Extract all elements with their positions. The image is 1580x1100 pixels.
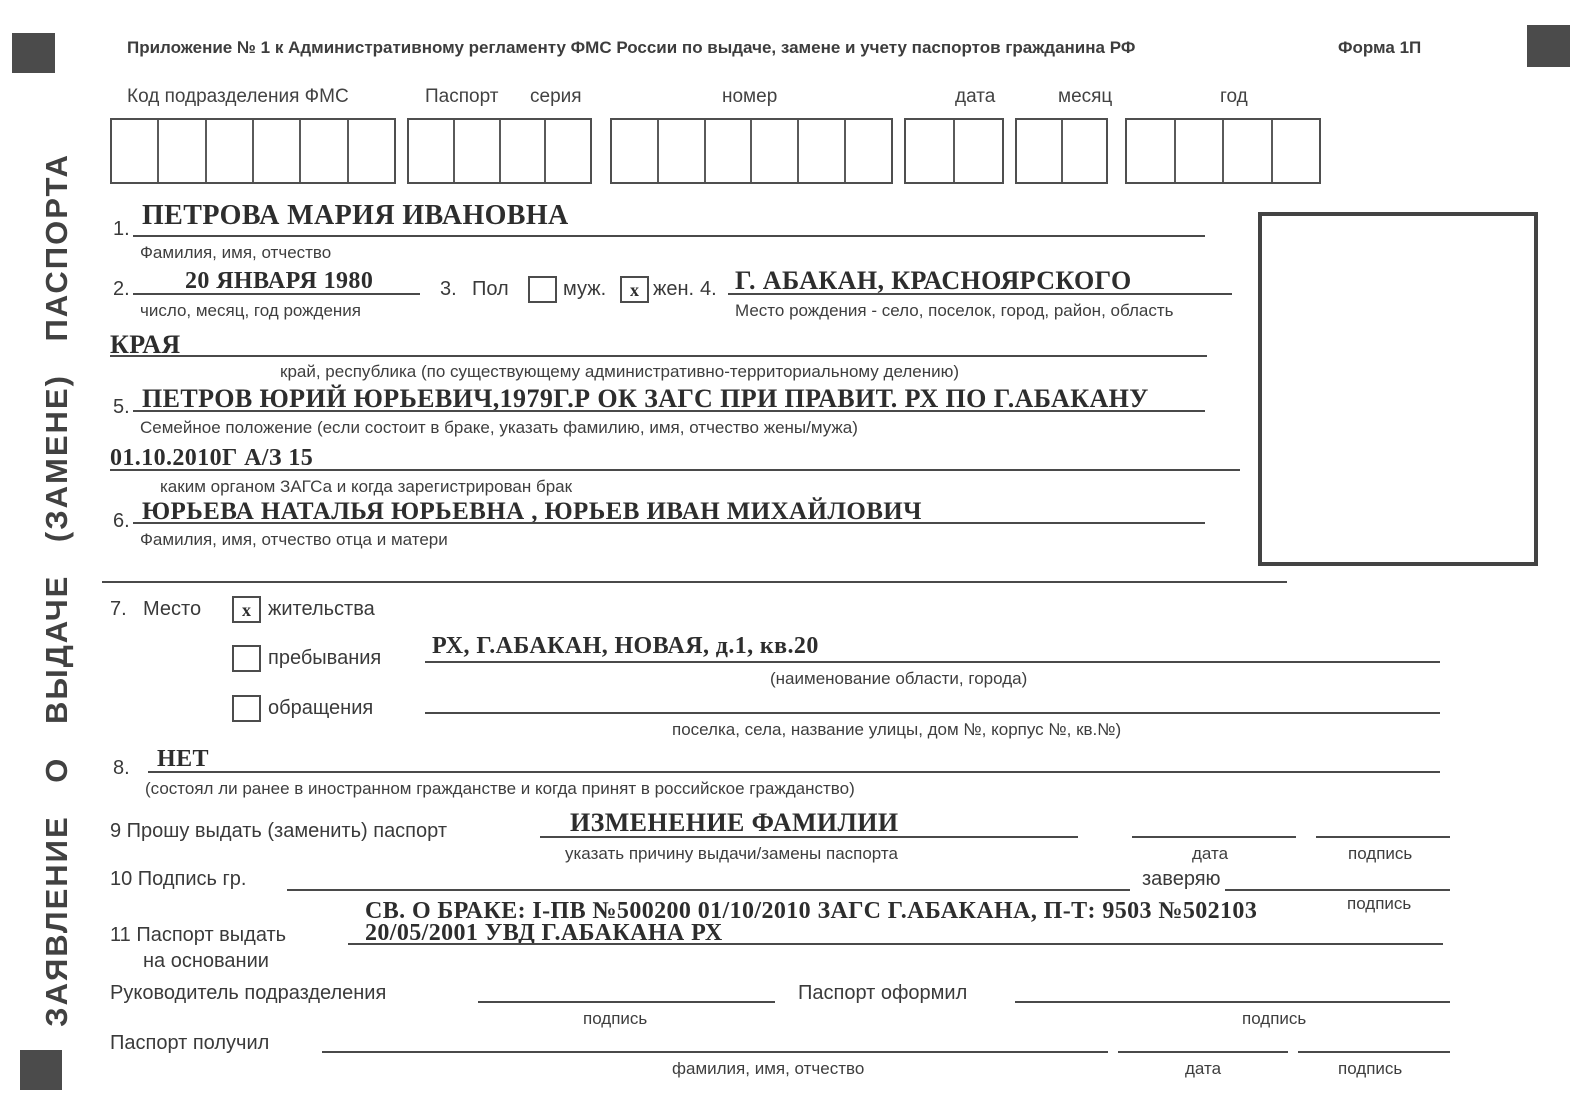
item7-label: Место	[143, 598, 202, 620]
male-checkbox[interactable]	[528, 276, 557, 303]
item3-number: 3.	[440, 278, 457, 300]
code-box-cell[interactable]	[612, 120, 657, 182]
label-fms-code: Код подразделения ФМС	[127, 86, 349, 107]
item10-label: 10 Подпись гр.	[110, 868, 247, 890]
item4-label: Место рождения - село, поселок, город, район, область	[735, 301, 1174, 320]
apply-label: обращения	[268, 697, 374, 719]
received-date-line	[1118, 1051, 1288, 1053]
apply-checkbox[interactable]	[232, 695, 261, 722]
series-boxes[interactable]	[407, 118, 592, 184]
item10-sign-line	[1225, 889, 1450, 891]
item2-number: 2.	[113, 278, 130, 300]
code-box-cell[interactable]	[112, 120, 157, 182]
code-box-cell[interactable]	[1271, 120, 1320, 182]
item3-label: Пол	[472, 278, 509, 300]
head-of-unit-sign-label: подпись	[583, 1009, 648, 1028]
item4b-label: край, республика (по существующему административно-территориальному делению)	[280, 362, 960, 381]
item5-line	[133, 410, 1205, 412]
number-boxes[interactable]	[610, 118, 893, 184]
passport-issued-sign-label: подпись	[1242, 1009, 1307, 1028]
item8-value: НЕТ	[157, 746, 209, 772]
item1-line	[133, 235, 1205, 237]
item8-line	[148, 771, 1440, 773]
label-series: серия	[530, 86, 582, 107]
item9-sublabel: указать причину выдачи/замены паспорта	[565, 844, 898, 863]
item5-value: ПЕТРОВ ЮРИЙ ЮРЬЕВИЧ,1979Г.Р ОК ЗАГС ПРИ ПРАВИТ. РХ ПО Г.АБАКАНУ	[142, 384, 1149, 413]
item1-label: Фамилия, имя, отчество	[140, 243, 332, 262]
code-box-cell[interactable]	[252, 120, 299, 182]
code-box-cell[interactable]	[544, 120, 590, 182]
fms-code-boxes[interactable]	[110, 118, 396, 184]
item1-number: 1.	[113, 218, 130, 240]
item4-line	[728, 293, 1232, 295]
passport-received-sublabel: фамилия, имя, отчество	[672, 1059, 865, 1078]
item4b-value: КРАЯ	[110, 330, 181, 359]
label-number: номер	[722, 86, 778, 107]
appendix-title: Приложение № 1 к Административному регламенту ФМС России по выдаче, замене и учету паспортов гражданина РФ	[127, 38, 1136, 57]
item11-label1: 11 Паспорт выдать	[110, 924, 287, 946]
label-year: год	[1220, 86, 1248, 107]
code-box-cell[interactable]	[797, 120, 844, 182]
item9-date-label: дата	[1192, 844, 1229, 863]
item7-number: 7.	[110, 598, 127, 620]
item9-line	[540, 836, 1078, 838]
received-date-label: дата	[1185, 1059, 1222, 1078]
item9-sign-label: подпись	[1348, 844, 1413, 863]
label-day: дата	[955, 86, 996, 107]
item11-label2: на основании	[143, 950, 269, 972]
residence-checkbox[interactable]: х	[232, 596, 261, 623]
received-sign-line	[1298, 1051, 1450, 1053]
item9-sign-line	[1316, 836, 1450, 838]
male-label: муж.	[563, 278, 607, 300]
code-box-cell[interactable]	[1017, 120, 1061, 182]
code-box-cell[interactable]	[299, 120, 346, 182]
code-box-cell[interactable]	[844, 120, 891, 182]
item6-label: Фамилия, имя, отчество отца и матери	[140, 530, 448, 549]
item6-extra-line	[102, 581, 1287, 583]
item11-value: 20/05/2001 УВД Г.АБАКАНА РХ	[365, 920, 723, 946]
item4-number: 4.	[700, 278, 717, 300]
code-box-cell[interactable]	[453, 120, 499, 182]
item1-value: ПЕТРОВА МАРИЯ ИВАНОВНА	[142, 200, 569, 231]
item5b-label: каким органом ЗАГСа и когда зарегистрирован брак	[160, 477, 573, 496]
item6-number: 6.	[113, 510, 130, 532]
code-box-cell[interactable]	[409, 120, 453, 182]
item7-line2	[425, 712, 1440, 714]
year-boxes[interactable]	[1125, 118, 1321, 184]
code-box-cell[interactable]	[953, 120, 1002, 182]
item9-value: ИЗМЕНЕНИЕ ФАМИЛИИ	[570, 808, 899, 837]
passport-issued-label: Паспорт оформил	[798, 982, 968, 1004]
corner-mark-bottom-left	[20, 1050, 62, 1090]
code-box-cell[interactable]	[750, 120, 797, 182]
passport-received-line	[322, 1051, 1108, 1053]
stay-label: пребывания	[268, 647, 382, 669]
head-of-unit-sign-line	[478, 1001, 775, 1003]
code-box-cell[interactable]	[347, 120, 394, 182]
day-boxes[interactable]	[904, 118, 1004, 184]
item11-line	[348, 943, 1443, 945]
label-passport: Паспорт	[425, 86, 499, 107]
residence-label: жительства	[268, 598, 375, 620]
code-box-cell[interactable]	[906, 120, 953, 182]
item5-number: 5.	[113, 396, 130, 418]
passport-issued-sign-line	[1015, 1001, 1450, 1003]
item9-label: 9 Прошу выдать (заменить) паспорт	[110, 820, 447, 842]
form-code: Форма 1П	[1338, 38, 1422, 57]
passport-received-label: Паспорт получил	[110, 1032, 270, 1054]
item10-sign-label: подпись	[1347, 894, 1412, 913]
item9-date-line	[1132, 836, 1296, 838]
item11-value-top: СВ. О БРАКЕ: I-ПВ №500200 01/10/2010 ЗАГС Г.АБАКАНА, П-Т: 9503 №502103	[365, 898, 1258, 924]
corner-mark-top-left	[12, 33, 55, 73]
item4b-line	[110, 355, 1207, 357]
item8-label: (состоял ли ранее в иностранном гражданстве и когда принят в российское гражданство)	[145, 779, 855, 798]
code-box-cell[interactable]	[157, 120, 204, 182]
item4-value: Г. АБАКАН, КРАСНОЯРСКОГО	[735, 266, 1132, 295]
month-boxes[interactable]	[1015, 118, 1108, 184]
code-box-cell[interactable]	[1127, 120, 1174, 182]
code-box-cell[interactable]	[205, 120, 252, 182]
item8-number: 8.	[113, 757, 130, 779]
item5b-line	[110, 469, 1240, 471]
item2-line	[133, 293, 420, 295]
code-box-cell[interactable]	[704, 120, 751, 182]
item6-value: ЮРЬЕВА НАТАЛЬЯ ЮРЬЕВНА , ЮРЬЕВ ИВАН МИХАЙЛОВИЧ	[142, 498, 922, 525]
code-box-cell[interactable]	[499, 120, 545, 182]
code-box-cell[interactable]	[1222, 120, 1271, 182]
code-box-cell[interactable]	[1061, 120, 1107, 182]
label-month: месяц	[1058, 86, 1113, 107]
code-box-cell[interactable]	[1174, 120, 1223, 182]
stay-checkbox[interactable]	[232, 645, 261, 672]
photo-box	[1258, 212, 1538, 566]
female-label: жен.	[653, 278, 695, 300]
item2-label: число, месяц, год рождения	[140, 301, 361, 320]
female-checkbox[interactable]: х	[620, 276, 649, 303]
item6-line	[133, 522, 1205, 524]
code-box-cell[interactable]	[657, 120, 704, 182]
item7-sublabel1: (наименование области, города)	[770, 669, 1028, 688]
item7-sublabel2: поселка, села, название улицы, дом №, корпус №, кв.№)	[672, 720, 1122, 739]
item10-line	[287, 889, 1130, 891]
item7-value: РХ, Г.АБАКАН, НОВАЯ, д.1, кв.20	[432, 633, 819, 659]
item5-label: Семейное положение (если состоит в браке, указать фамилию, имя, отчество жены/мужа)	[140, 418, 858, 437]
item10-certify: заверяю	[1142, 868, 1221, 890]
item7-line1	[425, 661, 1440, 663]
received-sign-label: подпись	[1338, 1059, 1403, 1078]
item5b-value: 01.10.2010Г А/З 15	[110, 445, 314, 471]
head-of-unit-label: Руководитель подразделения	[110, 982, 387, 1004]
item2-value: 20 ЯНВАРЯ 1980	[185, 268, 374, 294]
side-title: ЗАЯВЛЕНИЕ О ВЫДАЧЕ (ЗАМЕНЕ) ПАСПОРТА	[39, 153, 74, 1027]
corner-mark-top-right	[1527, 25, 1570, 67]
